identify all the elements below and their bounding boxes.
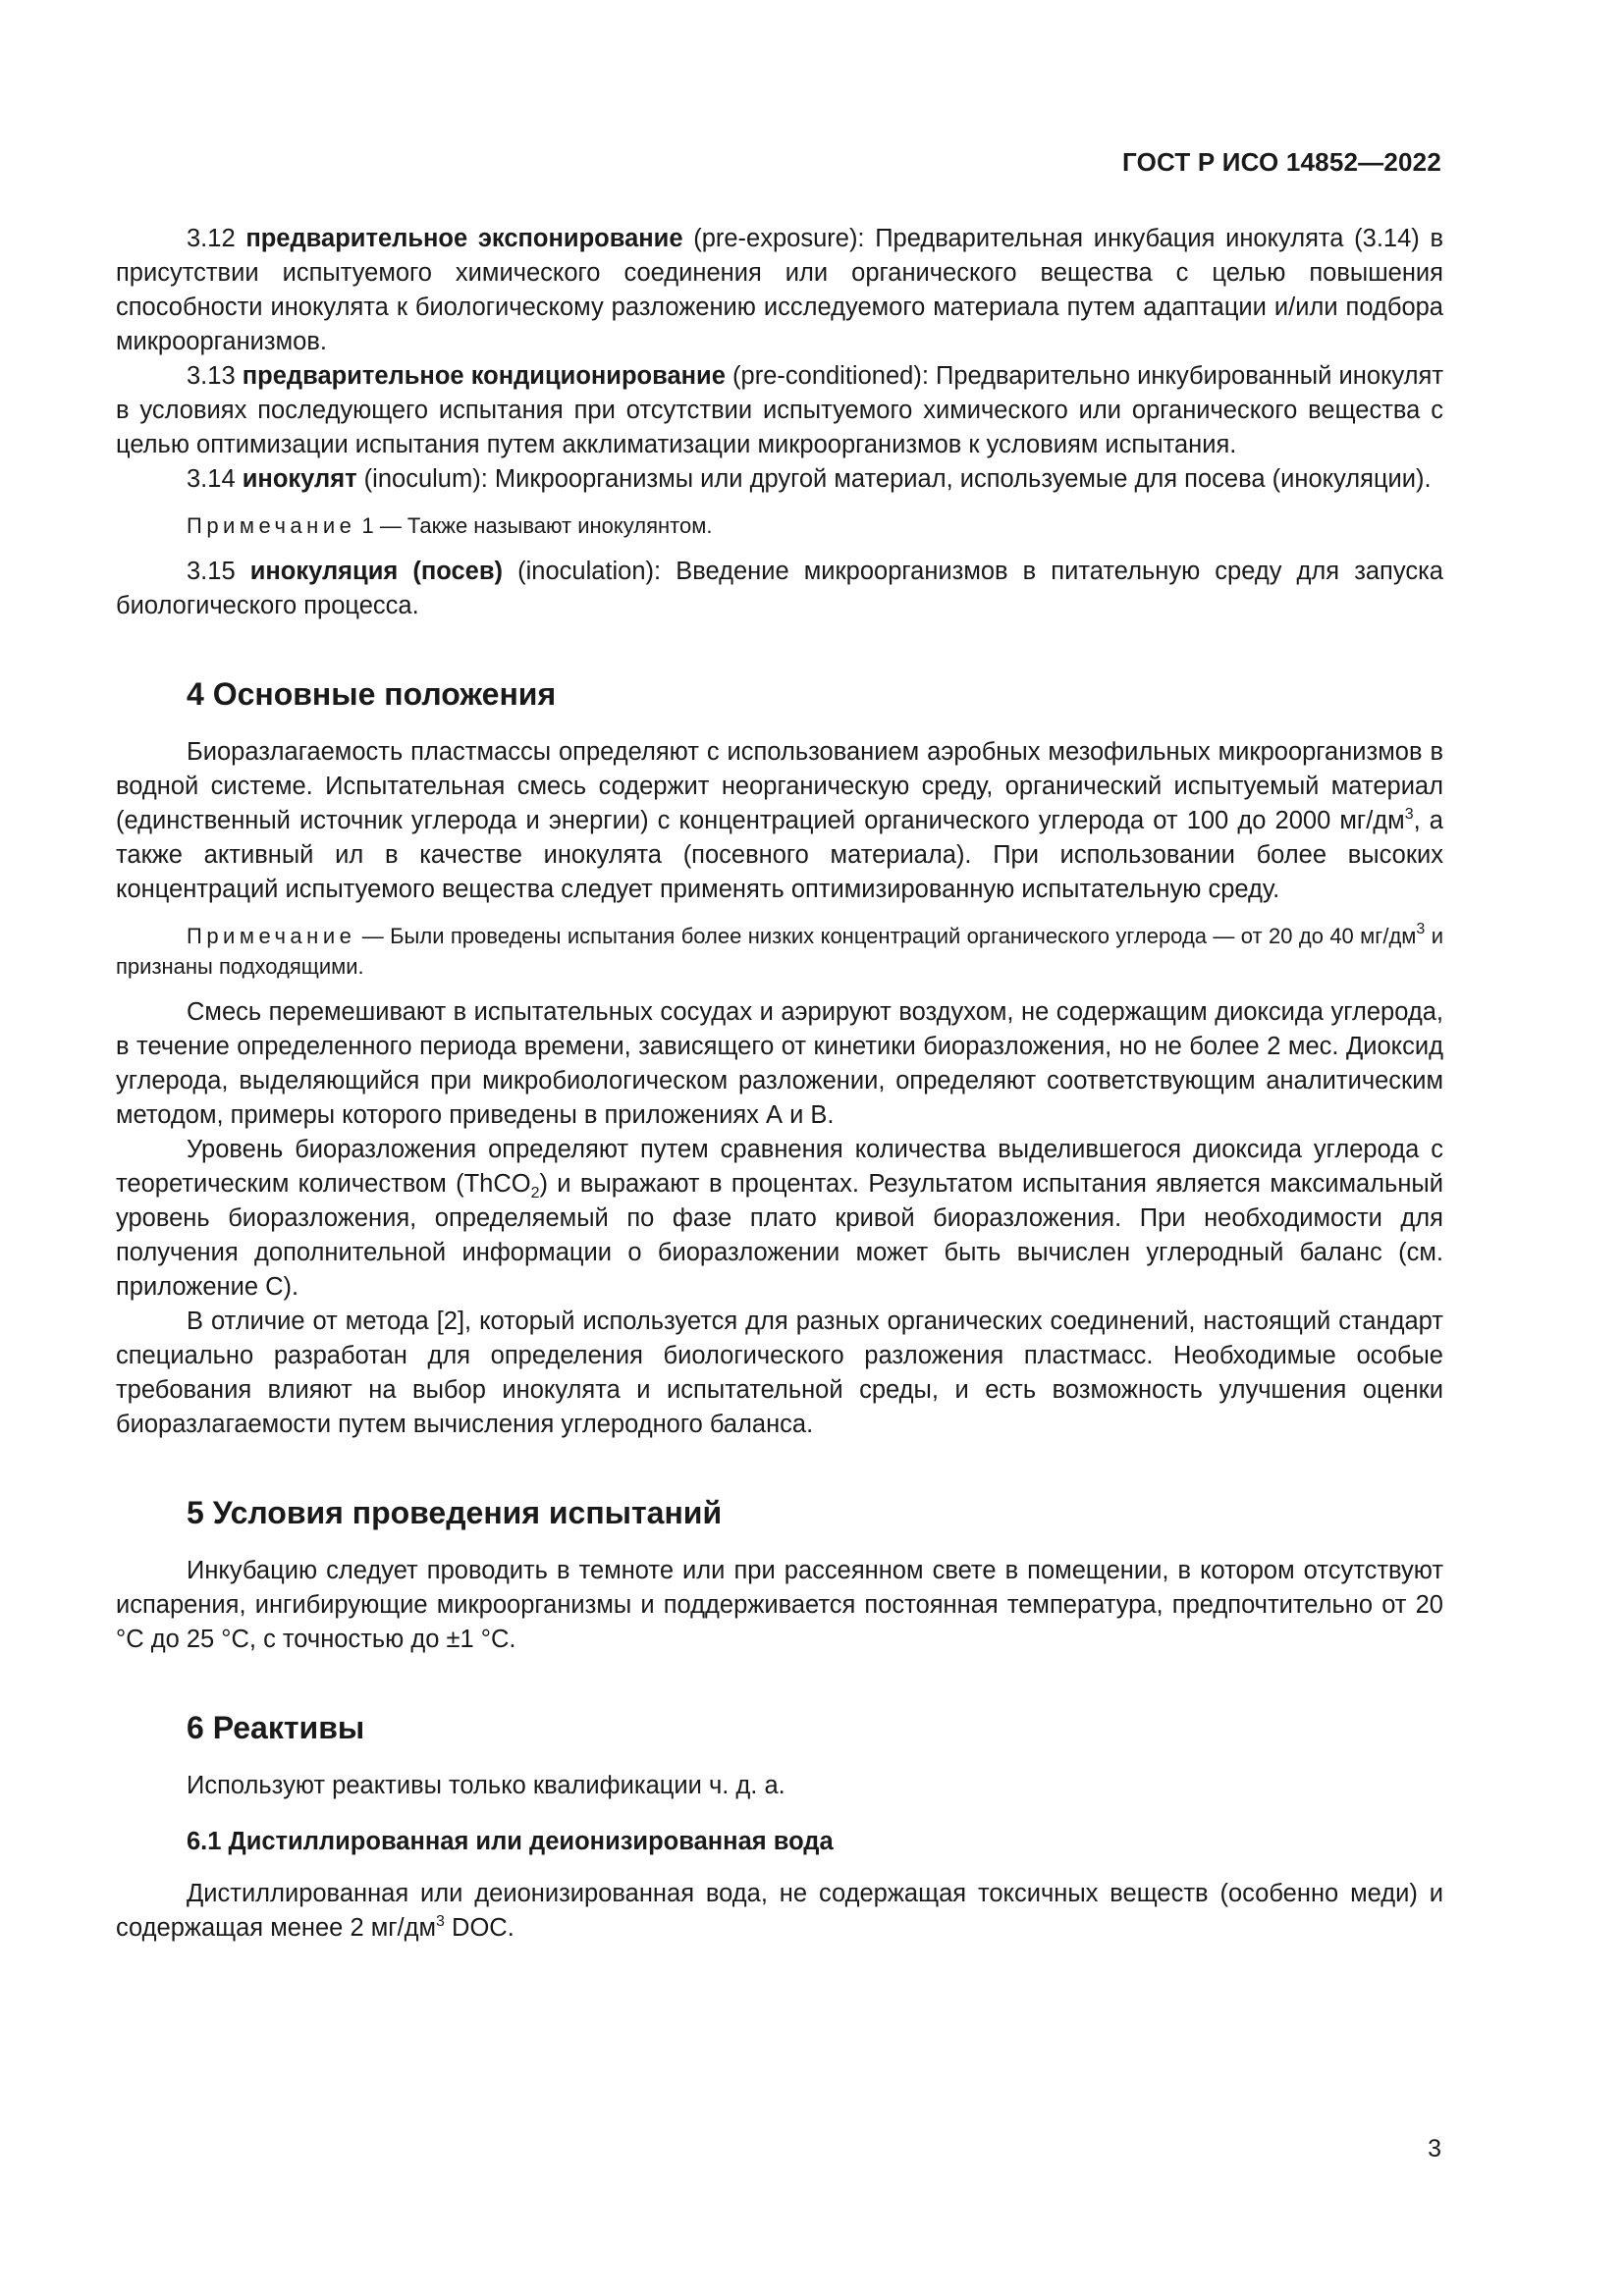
definition-3-14	[116, 462, 1443, 497]
definition-term: предварительное кондиционирование	[242, 362, 726, 390]
paragraph-text: Биоразлагаемость пластмассы определяют с использованием аэробных мезофильных микроорганизмов в водной системе. Испытательная смесь содержит неорганическую среду, органический испытуемый материал (единственный источник углерода и энергии) с концентрацией органического углерода от 100 до 2000 мг/дм	[116, 738, 1443, 834]
note-text: и признаны подходящими.	[116, 924, 1443, 979]
section-4-paragraph-4: В отличие от метода [2], который используется для разных органических соединений, настоящий стандарт специально разработан для определения биологического разложения пластмасс. Необходимые особые требования влияют на выбор инокулята и испытательной среды, и есть возможность улучшения оценки биоразлагаемости путем вычисления углеродного баланса.	[116, 1308, 1443, 1438]
superscript: 3	[1404, 806, 1414, 823]
note-text: — Были проведены испытания более низких концентраций органического углерода — от 20 до 40 мг/дм	[355, 924, 1417, 948]
document-header: ГОСТ Р ИСО 14852—2022	[1121, 147, 1441, 177]
subsection-6-1-paragraph	[116, 1877, 1443, 1946]
definition-3-12	[116, 222, 1443, 359]
definition-term-en: (inoculum):	[363, 465, 488, 493]
definition-number: 3.12	[187, 225, 236, 252]
note-3-14	[116, 510, 1443, 541]
section-4-heading: 4 Основные положения	[187, 676, 557, 712]
section-4-paragraph-2: Смесь перемешивают в испытательных сосудах и аэрируют воздухом, не содержащим диоксида углерода, в течение определенного периода времени, зависящего от кинетики биоразложения, но не более 2 мес. Диоксид углерода, выделяющийся при микробиологическом разложении, определяют соответствующим аналитическим методом, примеры которого приведены в приложениях А и В.	[116, 998, 1443, 1129]
definition-number: 3.13	[187, 362, 236, 390]
section-4-note	[116, 921, 1443, 982]
definition-3-15	[116, 555, 1443, 623]
definition-3-13	[116, 359, 1443, 462]
section-6-paragraph-1: Используют реактивы только квалификации ч. д. а.	[187, 1772, 785, 1799]
note-text: 1 — Также называют инокулянтом.	[361, 513, 713, 538]
subsection-6-1-heading: 6.1 Дистиллированная или деионизированная вода	[187, 1828, 834, 1855]
definition-text: Предварительно инкубированный инокулят в условиях последующего испытания при отсутствии испытуемого химического или органического вещества с целью оптимизации испытания путем акклиматизации микроорганизмов к условиям испытания.	[116, 362, 1443, 458]
page-content	[116, 222, 1443, 1946]
section-5-heading: 5 Условия проведения испытаний	[187, 1495, 723, 1530]
section-4-paragraph-3	[116, 1133, 1443, 1305]
definition-term-en: (pre-exposure):	[693, 225, 865, 252]
section-6-heading: 6 Реактивы	[187, 1710, 365, 1745]
definition-term-en: (pre-conditioned):	[732, 362, 929, 390]
note-label: Примечание	[187, 924, 356, 948]
subscript: 2	[530, 1185, 540, 1201]
definition-term: инокулят	[242, 465, 357, 493]
paragraph-text: Дистиллированная или деионизированная вода, не содержащая токсичных веществ (особенно меди) и содержащая менее 2 мг/дм	[116, 1880, 1443, 1942]
note-label: Примечание	[187, 513, 356, 538]
paragraph-text: , а также активный ил в качестве инокулята (посевного материала). При использовании более высоких концентраций испытуемого вещества следует применять оптимизированную испытательную среду.	[116, 807, 1443, 903]
definition-text: Микроорганизмы или другой материал, используемые для посева (инокуляции).	[494, 465, 1432, 493]
definition-term-en: (inoculation):	[517, 558, 662, 585]
definition-term: инокуляция (посев)	[249, 558, 504, 585]
section-5-paragraph-1: Инкубацию следует проводить в темноте или при рассеянном свете в помещении, в котором отсутствуют испарения, ингибирующие микроорганизмы и поддерживается постоянная температура, предпочтительно от 20 °С до 25 °С, с точностью до ±1 °С.	[116, 1557, 1443, 1653]
definition-number: 3.15	[187, 558, 236, 585]
paragraph-text: Уровень биоразложения определяют путем сравнения количества выделившегося диоксида углерода с теоретическим количеством (ThCO	[116, 1136, 1443, 1198]
section-4-paragraph-1	[116, 735, 1443, 907]
definition-text: Предварительная инкубация инокулята (3.14) в присутствии испытуемого химического соединения или органического вещества с целью повышения способности инокулята к биологическому разложению исследуемого материала путем адаптации и/или подбора микроорганизмов.	[116, 225, 1443, 355]
definition-text: Введение микроорганизмов в питательную среду для запуска биологического процесса.	[116, 558, 1443, 619]
paragraph-text: DOC.	[444, 1914, 514, 1942]
superscript: 3	[1416, 921, 1426, 937]
definition-number: 3.14	[187, 465, 236, 493]
paragraph-text: ) и выражают в процентах. Результатом испытания является максимальный уровень биоразложения, определяемый по фазе плато кривой биоразложения. При необходимости для получения дополнительной информации о биоразложении может быть вычислен углеродный баланс (см. приложение С).	[116, 1170, 1443, 1301]
superscript: 3	[436, 1913, 445, 1930]
page-number: 3	[1428, 2135, 1441, 2163]
definition-term: предварительное экспонирование	[245, 225, 683, 252]
